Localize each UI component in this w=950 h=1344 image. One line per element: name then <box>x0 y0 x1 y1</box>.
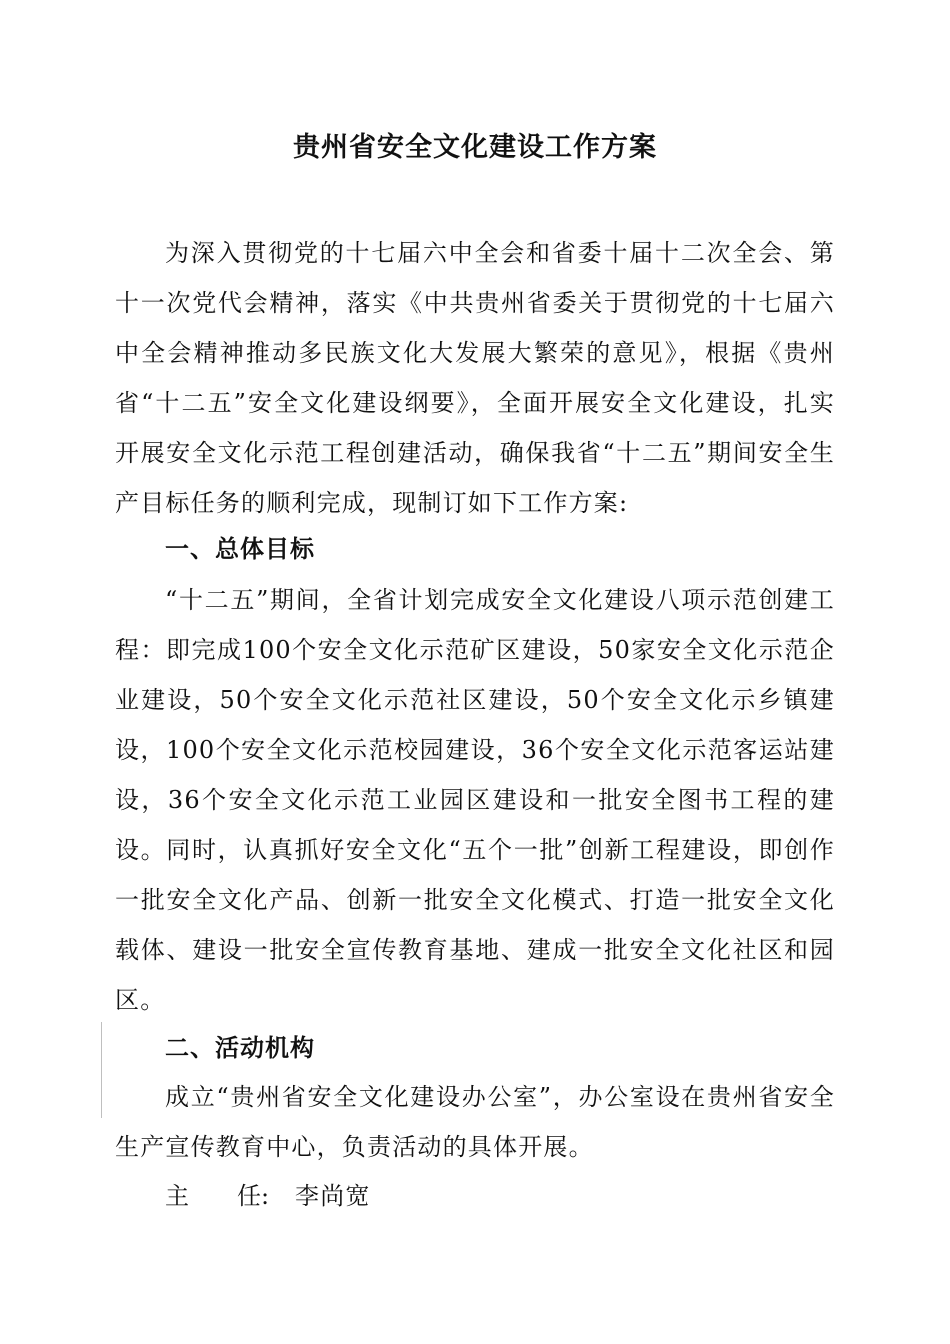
document-title: 贵州省安全文化建设工作方案 <box>293 132 657 163</box>
director-role-label: 主 任: <box>165 1182 270 1210</box>
section-heading-goals: 一、总体目标 <box>165 535 315 563</box>
intro-paragraph: 为深入贯彻党的十七届六中全会和省委十届十二次全会、第十一次党代会精神，落实《中共贵州省委关于贯彻党的十七届六中全会精神推动多民族文化大发展大繁荣的意见》，根据《贵州省“十二五”安全文化建设纲要》，全面开展安全文化建设，扎实开展安全文化示范工程创建活动，确保我省“十二五”期间安全生产目标任务的顺利完成，现制订如下工作方案: <box>115 239 835 517</box>
organization-paragraph: 成立“贵州省安全文化建设办公室”，办公室设在贵州省安全生产宣传教育中心，负责活动的具体开展。 <box>115 1083 835 1161</box>
goals-paragraph: “十二五”期间，全省计划完成安全文化建设八项示范创建工程：即完成100个安全文化示范矿区建设，50家安全文化示范企业建设，50个安全文化示范社区建设，50个安全文化示乡镇建设，100个安全文化示范校园建设，36个安全文化示范客运站建设，36个安全文化示范工业园区建设和一批安全图书工程的建设。同时，认真抓好安全文化“五个一批”创新工程建设，即创作一批安全文化产品、创新一批安全文化模式、打造一批安全文化载体、建设一批安全宣传教育基地、建成一批安全文化社区和园区。 <box>115 586 835 1014</box>
margin-line <box>101 1022 102 1118</box>
director-line <box>165 1171 371 1221</box>
section-heading-organization: 二、活动机构 <box>165 1034 315 1062</box>
director-name: 李尚宽 <box>295 1182 371 1210</box>
